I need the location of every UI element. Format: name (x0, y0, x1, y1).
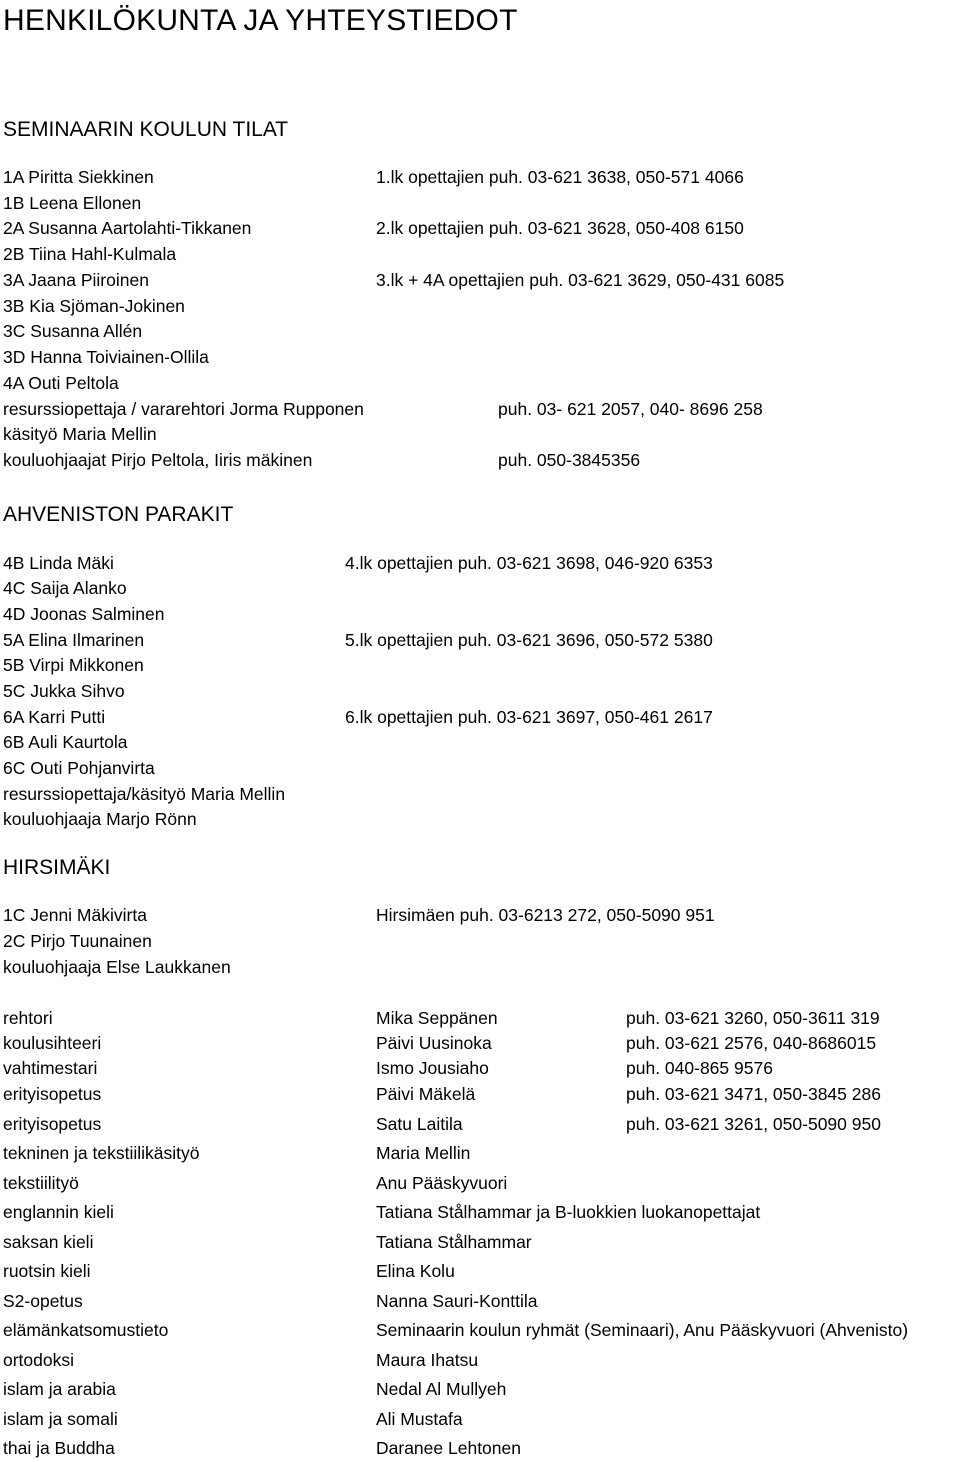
staff-name: Ali Mustafa (376, 1409, 463, 1429)
staff-role: ruotsin kieli (3, 1261, 91, 1281)
staff-name: Daranee Lehtonen (376, 1438, 521, 1458)
staff-role: islam ja arabia (3, 1379, 116, 1399)
staff-entry: kouluohjaaja Marjo Rönn (3, 809, 197, 829)
staff-phone: puh. 03-621 3471, 050-3845 286 (626, 1084, 881, 1104)
phone-info: puh. 050-3845356 (498, 450, 641, 470)
class-teacher-entry: 4D Joonas Salminen (3, 604, 165, 624)
staff-name: Päivi Mäkelä (376, 1084, 476, 1104)
phone-info: 6.lk opettajien puh. 03-621 3697, 050-461 2617 (345, 707, 713, 727)
staff-name: Tatiana Stålhammar (376, 1232, 532, 1252)
section-heading-seminaari: SEMINAARIN KOULUN TILAT (3, 118, 289, 141)
staff-role: islam ja somali (3, 1409, 118, 1429)
class-teacher-entry: 5C Jukka Sihvo (3, 681, 125, 701)
phone-info: 1.lk opettajien puh. 03-621 3638, 050-571 4066 (376, 167, 744, 187)
staff-role: thai ja Buddha (3, 1438, 115, 1458)
staff-phone: puh. 03-621 2576, 040-8686015 (626, 1033, 877, 1053)
staff-role: erityisopetus (3, 1084, 102, 1104)
staff-name: Nedal Al Mullyeh (376, 1379, 507, 1399)
staff-role: elämänkatsomustieto (3, 1320, 169, 1340)
staff-phone: puh. 03-621 3261, 050-5090 950 (626, 1114, 881, 1134)
class-teacher-entry: 1A Piritta Siekkinen (3, 167, 154, 187)
class-teacher-entry: 5A Elina Ilmarinen (3, 630, 145, 650)
phone-info: 4.lk opettajien puh. 03-621 3698, 046-920 6353 (345, 553, 713, 573)
staff-role: S2-opetus (3, 1291, 83, 1311)
staff-entry: kouluohjaajat Pirjo Peltola, Iiris mäkinen (3, 450, 313, 470)
staff-name: Satu Laitila (376, 1114, 463, 1134)
staff-name: Maura Ihatsu (376, 1350, 479, 1370)
class-teacher-entry: 2A Susanna Aartolahti-Tikkanen (3, 218, 252, 238)
page-title: HENKILÖKUNTA JA YHTEYSTIEDOT (3, 4, 518, 37)
staff-name: Mika Seppänen (376, 1008, 498, 1028)
class-teacher-entry: 2C Pirjo Tuunainen (3, 931, 152, 951)
class-teacher-entry: 2B Tiina Hahl-Kulmala (3, 244, 177, 264)
phone-info: 5.lk opettajien puh. 03-621 3696, 050-572 5380 (345, 630, 713, 650)
class-teacher-entry: 4B Linda Mäki (3, 553, 114, 573)
staff-name: Maria Mellin (376, 1143, 471, 1163)
staff-role: koulusihteeri (3, 1033, 102, 1053)
staff-entry: resurssiopettaja/käsityö Maria Mellin (3, 784, 286, 804)
class-teacher-entry: 3A Jaana Piiroinen (3, 270, 149, 290)
staff-name: Päivi Uusinoka (376, 1033, 492, 1053)
class-teacher-entry: 4C Saija Alanko (3, 578, 127, 598)
staff-role: tekstiilityö (3, 1173, 79, 1193)
section-heading-hirsimaki: HIRSIMÄKI (3, 856, 111, 879)
staff-entry: resurssiopettaja / vararehtori Jorma Rupponen (3, 399, 364, 419)
staff-name: Tatiana Stålhammar ja B-luokkien luokanopettajat (376, 1202, 761, 1222)
phone-info: puh. 03- 621 2057, 040- 8696 258 (498, 399, 763, 419)
staff-role: saksan kieli (3, 1232, 94, 1252)
class-teacher-entry: 6A Karri Putti (3, 707, 106, 727)
class-teacher-entry: 5B Virpi Mikkonen (3, 655, 144, 675)
staff-phone: puh. 040-865 9576 (626, 1058, 773, 1078)
staff-role: tekninen ja tekstiilikäsityö (3, 1143, 200, 1163)
staff-role: vahtimestari (3, 1058, 98, 1078)
staff-entry: kouluohjaaja Else Laukkanen (3, 957, 231, 977)
phone-info: 2.lk opettajien puh. 03-621 3628, 050-408 6150 (376, 218, 744, 238)
class-teacher-entry: 3C Susanna Allén (3, 321, 143, 341)
staff-name: Nanna Sauri-Konttila (376, 1291, 538, 1311)
staff-phone: puh. 03-621 3260, 050-3611 319 (626, 1008, 880, 1028)
staff-name: Seminaarin koulun ryhmät (Seminaari), Anu Pääskyvuori (Ahvenisto) (376, 1320, 909, 1340)
staff-role: erityisopetus (3, 1114, 102, 1134)
class-teacher-entry: 6B Auli Kaurtola (3, 732, 128, 752)
staff-role: englannin kieli (3, 1202, 114, 1222)
class-teacher-entry: 3D Hanna Toiviainen-Ollila (3, 347, 209, 367)
section-heading-ahvenisto: AHVENISTON PARAKIT (3, 503, 234, 526)
class-teacher-entry: 1C Jenni Mäkivirta (3, 905, 147, 925)
phone-info: Hirsimäen puh. 03-6213 272, 050-5090 951 (376, 905, 715, 925)
phone-info: 3.lk + 4A opettajien puh. 03-621 3629, 050-431 6085 (376, 270, 785, 290)
staff-name: Ismo Jousiaho (376, 1058, 489, 1078)
staff-role: ortodoksi (3, 1350, 75, 1370)
staff-name: Elina Kolu (376, 1261, 455, 1281)
class-teacher-entry: 6C Outi Pohjanvirta (3, 758, 155, 778)
staff-role: rehtori (3, 1008, 53, 1028)
staff-name: Anu Pääskyvuori (376, 1173, 508, 1193)
class-teacher-entry: 1B Leena Ellonen (3, 193, 142, 213)
class-teacher-entry: 4A Outi Peltola (3, 373, 119, 393)
class-teacher-entry: 3B Kia Sjöman-Jokinen (3, 296, 185, 316)
staff-entry: käsityö Maria Mellin (3, 424, 157, 444)
